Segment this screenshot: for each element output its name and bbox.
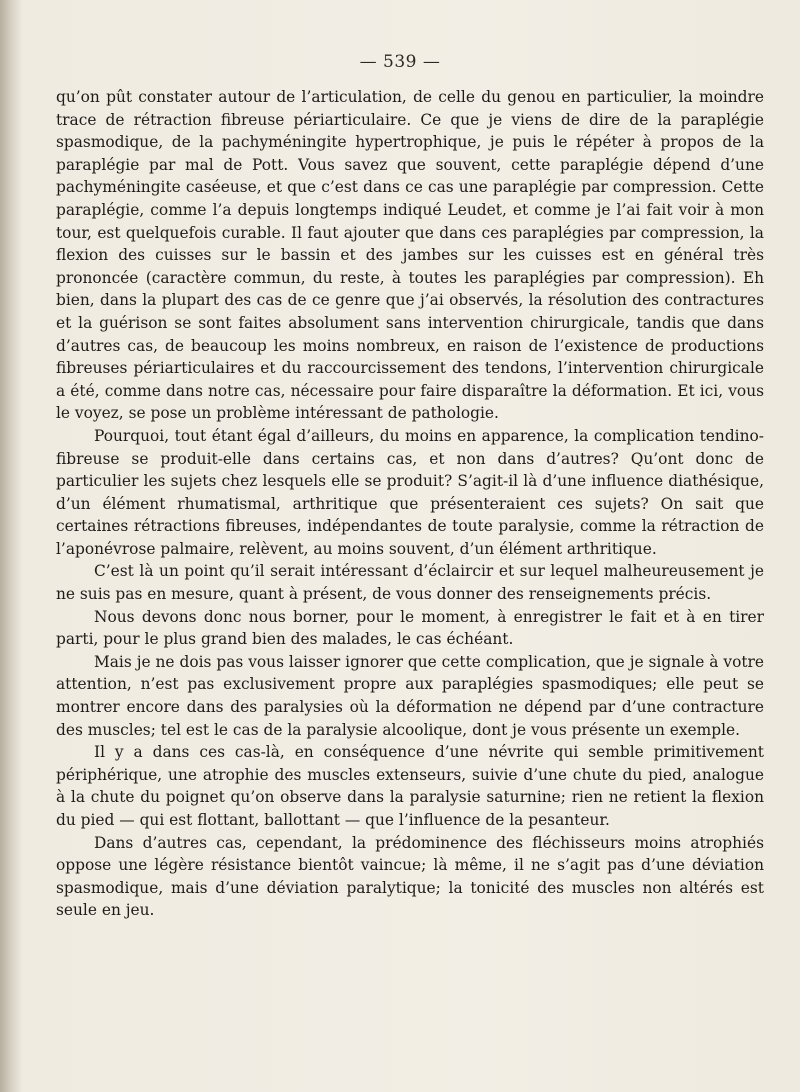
- body-text: [56, 86, 764, 922]
- paragraph: C’est là un point qu’il serait intéressant d’éclaircir et sur lequel malheureusement je ne suis pas en mesure, quant à présent, de vous donner des renseignements précis.: [56, 562, 764, 604]
- paragraph: Mais je ne dois pas vous laisser ignorer que cette complication, que je signale à votre attention, n’est pas exclusivement propre aux paraplégies spasmodiques; elle peut se montrer encore dans des paralysies où la déformation ne dépend par d’une contracture des muscles; tel est le cas de la paralysie alcoolique, dont je vous présente un exemple.: [56, 652, 764, 739]
- paragraph: Pourquoi, tout étant égal d’ailleurs, du moins en apparence, la complication tendino-fibreuse se produit-elle dans certains cas, et non dans d’autres? Qu’ont donc de particulier les sujets chez lesquels elle se produit? S’agit-il là d’une influence diathésique, d’un élément rhumatismal, arthritique que présenteraient ces sujets? On sait que certaines rétractions fibreuses, indépendantes de toute paralysie, comme la rétraction de l’aponévrose palmaire, relèvent, au moins souvent, d’un élément arthritique.: [56, 426, 764, 558]
- paragraph: Dans d’autres cas, cependant, la prédominence des fléchisseurs moins atrophiés oppose une légère résistance bientôt vaincue; là même, il ne s’agit pas d’une déviation spasmodique, mais d’une déviation paralytique; la tonicité des muscles non altérés est seule en jeu.: [56, 833, 764, 920]
- paragraph: qu’on pût constater autour de l’articulation, de celle du genou en particulier, la moindre trace de rétraction fibreuse périarticulaire. Ce que je viens de dire de la paraplégie spasmodique, de la pachyméningite hypertrophique, je puis le répéter à propos de la paraplégie par mal de Pott. Vous savez que souvent, cette paraplégie dépend d’une pachyméningite caséeuse, et que c’est dans ce cas une paraplégie par compression. Cette paraplégie, comme l’a depuis longtemps indiqué Leudet, et comme je l’ai fait voir à mon tour, est quelquefois curable. Il faut ajouter que dans ces paraplégies par compression, la flexion des cuisses sur le bassin et des jambes sur les cuisses est en général très prononcée (caractère commun, du reste, à toutes les paraplégies par compression). Eh bien, dans la plupart des cas de ce genre que j’ai observés, la résolution des contractures et la guérison se sont faites absolument sans intervention chirurgicale, tandis que dans d’autres cas, de beaucoup les moins nombreux, en raison de l’existence de productions fibreuses périarticulaires et du raccourcissement des tendons, l’intervention chirurgicale a été, comme dans notre cas, nécessaire pour faire disparaître la déformation. Et ici, vous le voyez, se pose un problème intéressant de pathologie.: [56, 88, 764, 423]
- spine-shadow: [0, 0, 22, 1092]
- paragraph: Nous devons donc nous borner, pour le moment, à enregistrer le fait et à en tirer parti, pour le plus grand bien des malades, le cas échéant.: [56, 607, 764, 649]
- page-number: — 539 —: [359, 52, 441, 72]
- paragraph: Il y a dans ces cas-là, en conséquence d’une névrite qui semble primitivement périphérique, une atrophie des muscles extenseurs, suivie d’une chute du pied, analogue à la chute du poignet qu’on observe dans la paralysie saturnine; rien ne retient la flexion du pied — qui est flottant, ballottant — que l’influence de la pesanteur.: [56, 743, 764, 829]
